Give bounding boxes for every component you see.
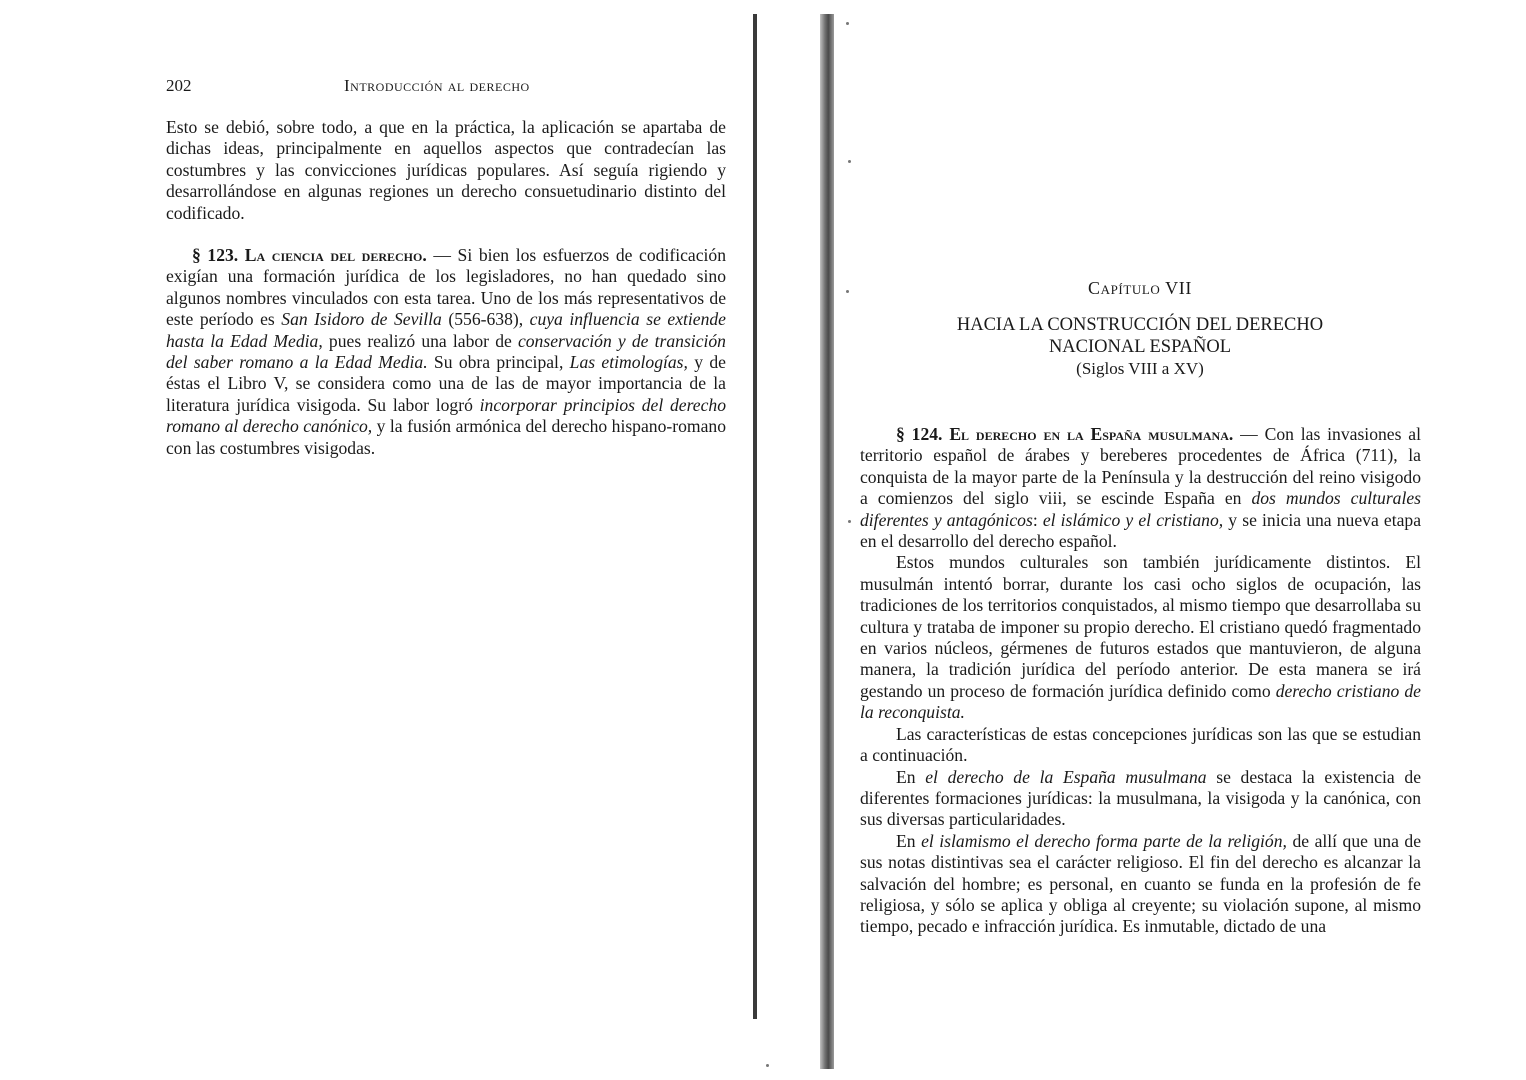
dash: —: [1233, 424, 1265, 444]
scan-speck: [766, 1064, 769, 1067]
paragraph: Las características de estas concepciones jurídicas son las que se estudian a continuación.: [860, 723, 1421, 766]
scan-speck: [846, 290, 849, 293]
text-run: y la fusión armónica del derecho hispano-romano con las costumbres visigodas.: [166, 416, 726, 458]
section-123: [166, 245, 726, 459]
scan-speck: [848, 520, 851, 523]
italic-run: Las etimologías,: [569, 352, 688, 373]
italic-run: el islamismo el derecho forma parte de la religión,: [921, 830, 1287, 851]
book-gutter-left: [753, 14, 757, 1019]
running-head: Introducción al derecho: [344, 76, 530, 95]
italic-run: San Isidoro de Sevilla: [281, 309, 442, 330]
page-number: 202: [166, 76, 192, 95]
paragraph: [860, 831, 1421, 938]
text-run: se destaca la existencia de diferentes formaciones jurídicas: la musulmana, la visigoda y la canónica, con sus diversas particularidades.: [860, 766, 1422, 830]
text-run: En: [896, 766, 926, 787]
paragraph-continuation: Esto se debió, sobre todo, a que en la práctica, la aplicación se apartaba de dichas ideas, principalmente en aquellos aspectos que contradecían las costumbres y las convicciones jurídicas populares. Así seguía rigiendo y desarrollándose en algunas regiones un derecho consuetudinario distinto del codificado.: [166, 117, 726, 223]
text-run: Si bien los esfuerzos de codificación exigían una formación jurídica de los legisladores, no han quedado sino algunos nombres vinculados con esta tarea. Uno de los más representativos de este período es: [166, 245, 727, 330]
text-run: y se inicia una nueva etapa en el desarrollo del derecho español.: [860, 509, 1422, 552]
text-run: Con las invasiones al territorio español de árabes y bereberes procedentes de África (711), la conquista de la mayor parte de la Península y la destrucción del reino visigodo a comienzos del siglo viii, se escinde España en: [860, 424, 1421, 509]
text-run: :: [1032, 509, 1043, 530]
section-title: La ciencia del derecho.: [244, 245, 427, 266]
dash: —: [426, 245, 458, 266]
text-run: En: [896, 830, 922, 851]
chapter-title-line: HACIA LA CONSTRUCCIÓN DEL DERECHO: [956, 315, 1324, 335]
italic-run: cuya influencia se extiende hasta la Edad Media,: [166, 309, 726, 351]
section-number: § 124.: [896, 424, 943, 444]
section-number: § 123.: [192, 245, 239, 266]
chapter-subtitle: (Siglos VIII a XV): [1076, 359, 1204, 378]
italic-run: el derecho de la España musulmana: [925, 766, 1207, 787]
right-text-column: [860, 424, 1421, 938]
italic-run: el islámico y el cristiano,: [1042, 509, 1224, 530]
paragraph: [860, 767, 1421, 831]
scan-speck: [848, 160, 851, 163]
chapter-title-line: NACIONAL ESPAÑOL: [1048, 337, 1232, 357]
book-gutter-right: [820, 14, 834, 1069]
chapter-title: [860, 314, 1420, 358]
text-run: y de éstas el Libro V, se considera como una de las de mayor importancia de la literatura jurídica visigoda. Su labor logró: [166, 352, 726, 415]
chapter-heading: [860, 278, 1420, 380]
scan-speck: [846, 22, 849, 25]
italic-run: conservación y de transición del saber romano a la Edad Media.: [166, 330, 726, 373]
text-run: de allí que una de sus notas distintivas sea el carácter religioso. El fin del derecho es alcanzar la salvación del hombre; es personal, en cuanto se funda en la profesión de fe religiosa, y sólo se aplica y obliga al creyente; su violación supone, al mismo tiempo, pecado e infracción jurídica. Es inmutable, dictado de una: [860, 830, 1422, 937]
italic-run: dos mundos culturales diferentes y antagónicos: [860, 488, 1422, 530]
chapter-label: Capítulo VII: [1088, 278, 1192, 298]
italic-run: incorporar principios del derecho romano al derecho canónico,: [166, 394, 727, 437]
text-run: pues realizó una labor de: [322, 330, 518, 351]
paragraph: [860, 552, 1421, 723]
section-title: El derecho en la España musulmana.: [949, 424, 1234, 444]
text-run: Estos mundos culturales son también jurídicamente distintos. El musulmán intentó borrar, durante los casi ocho siglos de ocupación, las tradiciones de los territorios conquistados, al mismo tiempo que desarrollaba su cultura y trataba de imponer su propio derecho. El cristiano quedó fragmentado en varios núcleos, gérmenes de futuros estados que mantuvieron, de alguna manera, la tradición jurídica del período anterior. De esta manera se irá gestando un proceso de formación jurídica definido como: [860, 552, 1421, 701]
section-124: [860, 424, 1421, 552]
left-page: [0, 0, 760, 1080]
italic-run: derecho cristiano de la reconquista.: [860, 680, 1421, 723]
text-run: Su obra principal,: [427, 352, 570, 373]
text-run: (556-638),: [441, 309, 530, 330]
left-text-column: [166, 117, 726, 459]
